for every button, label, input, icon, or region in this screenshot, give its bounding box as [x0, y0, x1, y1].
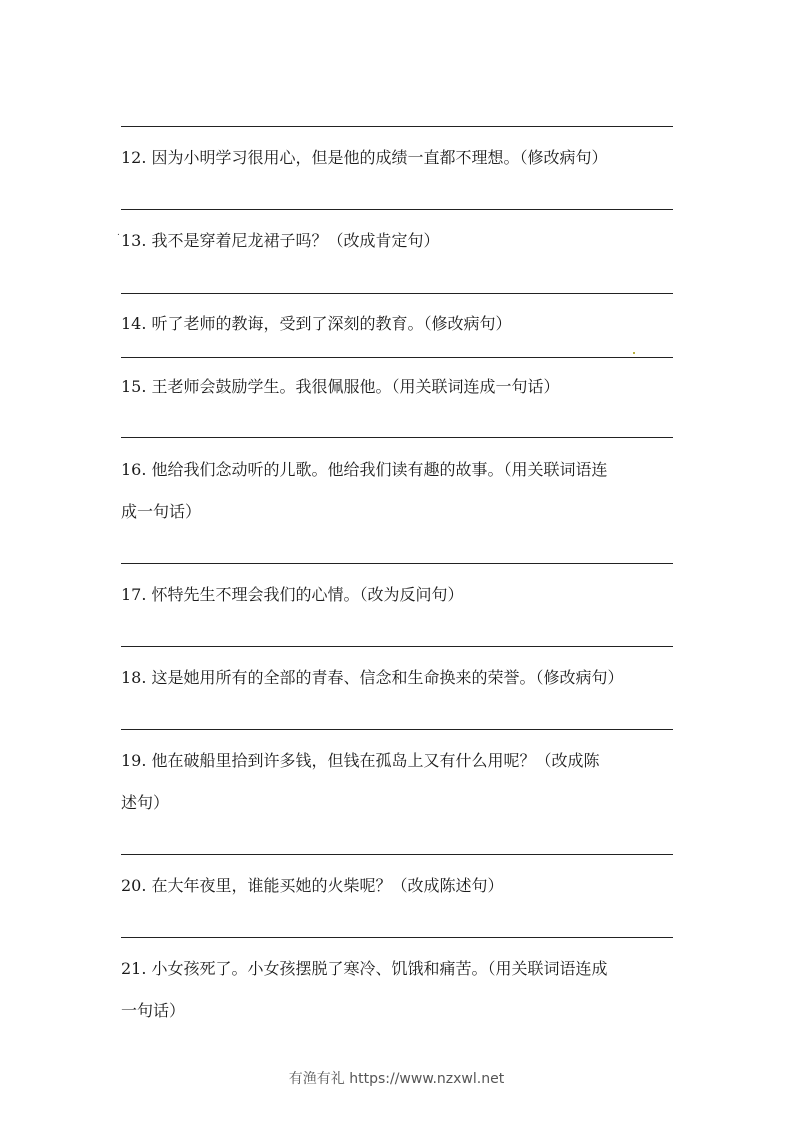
- answer-line: [121, 209, 673, 210]
- question-text: 17. 怀特先生不理会我们的心情。（改为反问句）: [121, 585, 464, 604]
- question-text-continued: 成一句话）: [121, 502, 202, 521]
- question-text-continued: 述句）: [121, 793, 170, 812]
- question-text: 16. 他给我们念动听的儿歌。他给我们读有趣的故事。（用关联词语连: [121, 460, 608, 479]
- question-text: 19. 他在破船里拾到许多钱，但钱在孤岛上又有什么用呢？（改成陈: [121, 751, 600, 770]
- question-20: [121, 865, 677, 907]
- question-text: 12. 因为小明学习很用心，但是他的成绩一直都不理想。（修改病句）: [121, 148, 608, 167]
- answer-line: [121, 437, 673, 438]
- answer-line: [121, 293, 673, 294]
- question-16: [121, 449, 677, 533]
- question-21: [121, 948, 677, 1032]
- question-text: 18. 这是她用所有的全部的青春、信念和生命换来的荣誉。（修改病句）: [121, 668, 624, 687]
- question-text: 14. 听了老师的教诲，受到了深刻的教育。（修改病句）: [121, 314, 512, 333]
- answer-line: [121, 646, 673, 647]
- answer-line: [121, 729, 673, 730]
- footer-watermark: 有渔有礼 https://www.nzxwl.net: [288, 1071, 505, 1087]
- question-text: 21. 小女孩死了。小女孩摆脱了寒冷、饥饿和痛苦。（用关联词语连成: [121, 959, 608, 978]
- answer-line: [121, 357, 673, 358]
- question-17: [121, 574, 677, 616]
- question-text: 20. 在大年夜里，谁能买她的火柴呢？（改成陈述句）: [121, 876, 504, 895]
- question-15: [121, 366, 677, 408]
- answer-line: [121, 563, 673, 564]
- question-19: [121, 740, 677, 824]
- question-text-continued: 一句话）: [121, 1001, 186, 1020]
- answer-line: [121, 937, 673, 938]
- question-text: 13. 我不是穿着尼龙裙子吗？（改成肯定句）: [121, 231, 440, 250]
- stray-mark: .: [117, 228, 120, 238]
- answer-line: [121, 126, 673, 127]
- question-14: [121, 303, 677, 345]
- question-18: [121, 657, 677, 699]
- question-13: [121, 220, 677, 262]
- question-text: 15. 王老师会鼓励学生。我很佩服他。（用关联词连成一句话）: [121, 377, 560, 396]
- question-12: [121, 137, 677, 179]
- answer-line: [121, 854, 673, 855]
- scan-speck: [633, 352, 635, 354]
